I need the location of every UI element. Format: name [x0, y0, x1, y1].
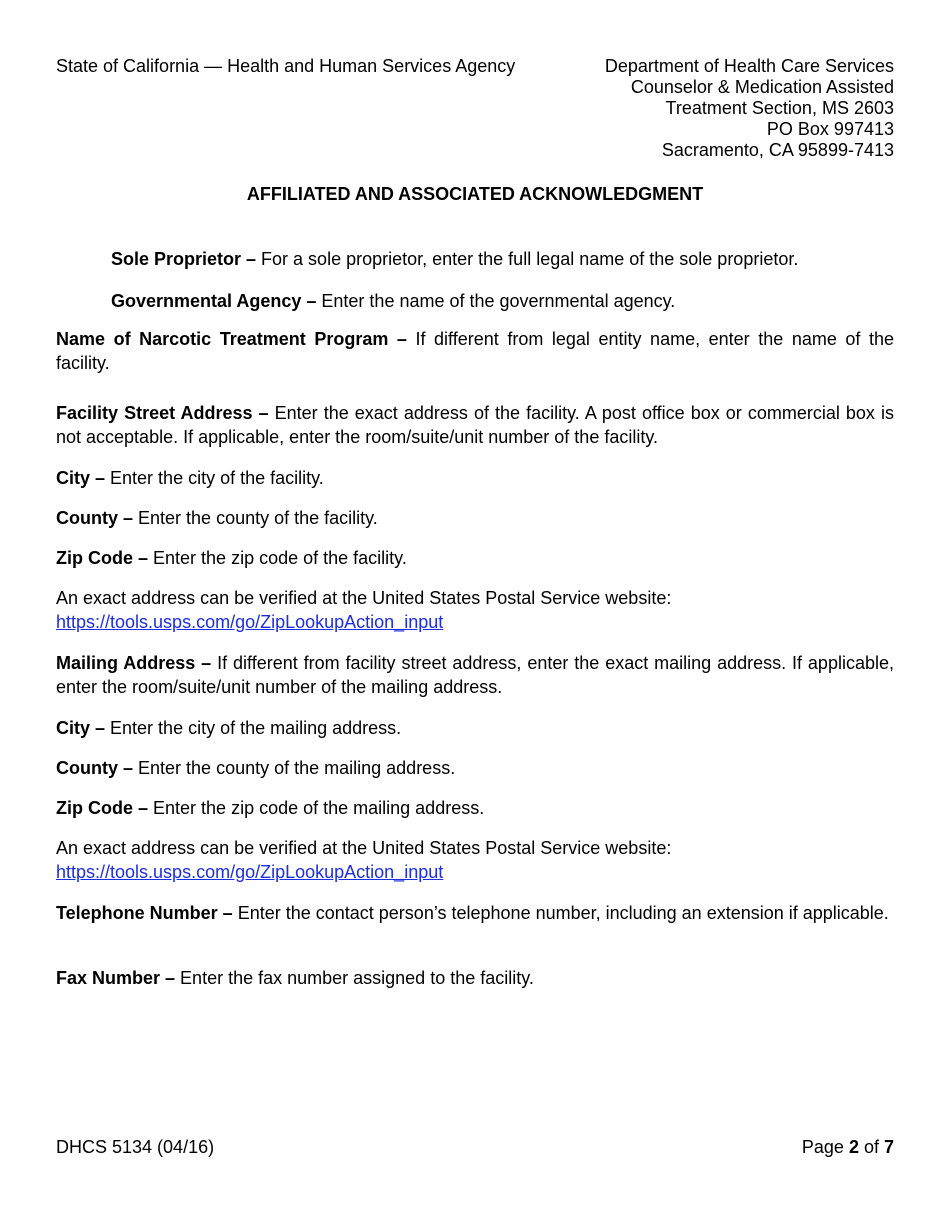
mailing-city-paragraph [56, 716, 894, 740]
term-label: Telephone Number – [56, 903, 233, 923]
term-description: Enter the zip code of the mailing address. [148, 798, 485, 818]
ntp-name-paragraph [56, 327, 894, 375]
department-line: Sacramento, CA 95899-7413 [661, 140, 894, 160]
telephone-paragraph [56, 901, 894, 925]
usps-lookup-link[interactable]: https://tools.usps.com/go/ZipLookupAction_input [56, 612, 444, 632]
term-label: Zip Code – [56, 548, 149, 568]
usps-verify-text: An exact address can be verified at the United States Postal Service website: [56, 588, 672, 608]
facility-zip-paragraph [56, 546, 894, 570]
term-label: Mailing Address – [56, 653, 212, 673]
mailing-address-paragraph [56, 651, 894, 699]
term-label: Facility Street Address – [56, 403, 269, 423]
term-label: Name of Narcotic Treatment Program – [56, 329, 407, 349]
term-description: If different from legal entity name, enter the name of the facility. [56, 329, 895, 373]
department-line: Department of Health Care Services [604, 56, 894, 76]
term-description: Enter the city of the mailing address. [105, 718, 402, 738]
term-label: Governmental Agency – [111, 291, 317, 311]
term-description: Enter the city of the facility. [105, 468, 324, 488]
term-label: Fax Number – [56, 968, 176, 988]
agency-header: State of California — Health and Human Services Agency [56, 56, 516, 76]
term-label: County – [56, 758, 134, 778]
facility-city-paragraph [56, 466, 894, 490]
term-description: Enter the zip code of the facility. [148, 548, 407, 568]
term-description: Enter the exact address of the facility. A post office box or commercial box is not acceptable. If applicable, enter the room/suite/unit number of the facility. [56, 403, 894, 447]
department-line: Treatment Section, MS 2603 [665, 98, 894, 118]
department-line: PO Box 997413 [766, 119, 894, 139]
term-description: If different from facility street address, enter the exact mailing address. If applicable, enter the room/suite/unit number of the mailing address. [56, 653, 894, 697]
facility-county-paragraph [56, 506, 894, 530]
term-label: City – [56, 718, 106, 738]
term-label: County – [56, 508, 134, 528]
page-title: AFFILIATED AND ASSOCIATED ACKNOWLEDGMENT [246, 184, 704, 204]
form-id: DHCS 5134 (04/16) [56, 1137, 215, 1157]
term-label: Zip Code – [56, 798, 149, 818]
mailing-zip-paragraph [56, 796, 894, 820]
governmental-agency-paragraph [111, 289, 894, 313]
facility-address-paragraph [56, 401, 894, 449]
page-total: 7 [883, 1137, 894, 1157]
page-word: Page [801, 1137, 849, 1157]
department-address-block [605, 56, 894, 161]
mailing-county-paragraph [56, 756, 894, 780]
usps-lookup-link-2[interactable]: https://tools.usps.com/go/ZipLookupAction_input [56, 862, 444, 882]
fax-paragraph [56, 966, 894, 990]
page-number [802, 1137, 894, 1158]
page-of-word: of [858, 1137, 884, 1157]
sole-proprietor-paragraph [111, 247, 894, 271]
term-description: Enter the county of the mailing address. [133, 758, 456, 778]
term-label: Sole Proprietor – [111, 249, 257, 269]
usps-verify-paragraph-2 [56, 836, 894, 884]
usps-verify-text: An exact address can be verified at the United States Postal Service website: [56, 838, 672, 858]
term-description: Enter the fax number assigned to the facility. [175, 968, 534, 988]
term-description: Enter the name of the governmental agency. [316, 291, 676, 311]
term-description: For a sole proprietor, enter the full legal name of the sole proprietor. [256, 249, 799, 269]
department-line: Counselor & Medication Assisted [630, 77, 894, 97]
page-current: 2 [848, 1137, 859, 1157]
term-label: City – [56, 468, 106, 488]
term-description: Enter the county of the facility. [133, 508, 378, 528]
term-description: Enter the contact person’s telephone number, including an extension if applicable. [232, 903, 889, 923]
usps-verify-paragraph [56, 586, 894, 634]
